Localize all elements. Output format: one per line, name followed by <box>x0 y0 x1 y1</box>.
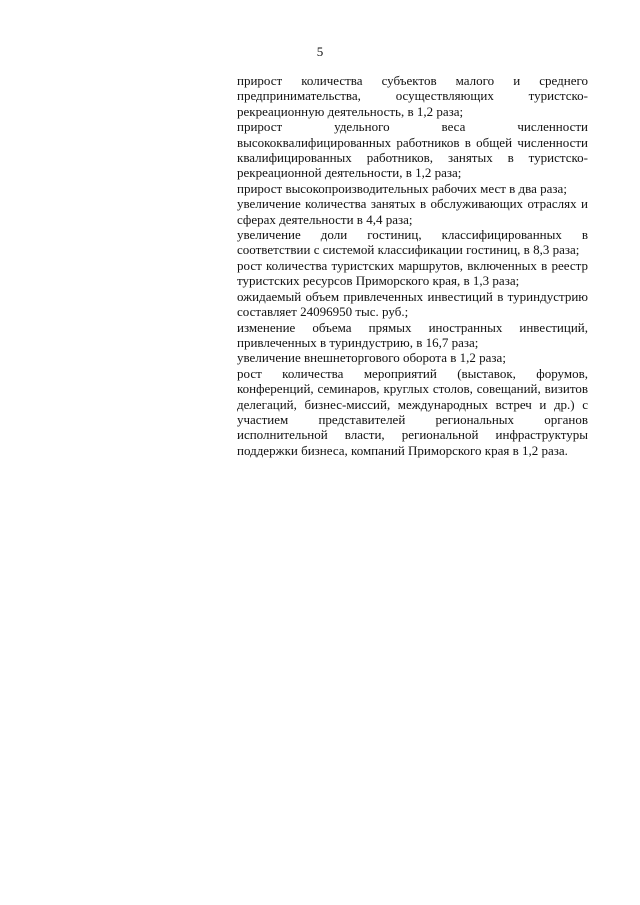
paragraph-foreign-investments: изменение объема прямых иностранных инвестиций, привлеченных в туриндустрию, в 16,7 раза; <box>237 319 588 350</box>
paragraph-service-employment: увеличение количества занятых в обслуживающих отраслях и сферах деятельности в 4,4 раза; <box>237 196 588 227</box>
paragraph-qualified-workers: прирост удельного веса численности высококвалифицированных работников в общей численности квалифицированных работников, занятых в туристско-рекреационной деятельности, в 1,2 раза; <box>237 119 588 181</box>
paragraph-events: рост количества мероприятий (выставок, форумов, конференций, семинаров, круглых столов, совещаний, визитов делегаций, бизнес-миссий, международных встреч и др.) с участием представителей региональных органов исполнительной власти, региональной инфраструктуры поддержки бизнеса, компаний Приморского края в 1,2 раза. <box>237 365 588 458</box>
paragraph-sme-growth: прирост количества субъектов малого и среднего предпринимательства, осуществляющих туристско-рекреационную деятельность, в 1,2 раза; <box>237 73 588 119</box>
paragraph-productive-jobs: прирост высокопроизводительных рабочих мест в два раза; <box>237 180 567 196</box>
paragraph-tourist-routes: рост количества туристских маршрутов, включенных в реестр туристских ресурсов Приморского края, в 1,3 раза; <box>237 257 588 289</box>
paragraph-hotel-classification: увеличение доли гостиниц, классифицированных в соответствии с системой классификации гостиниц, в 8,3 раза; <box>237 227 588 258</box>
paragraph-investments: ожидаемый объем привлеченных инвестиций в туриндустрию составляет 24096950 тыс. руб.; <box>237 288 588 320</box>
indicator-list <box>237 73 588 458</box>
page-number: 5 <box>316 44 324 59</box>
paragraph-foreign-trade: увеличение внешнеторгового оборота в 1,2 раза; <box>237 350 506 366</box>
